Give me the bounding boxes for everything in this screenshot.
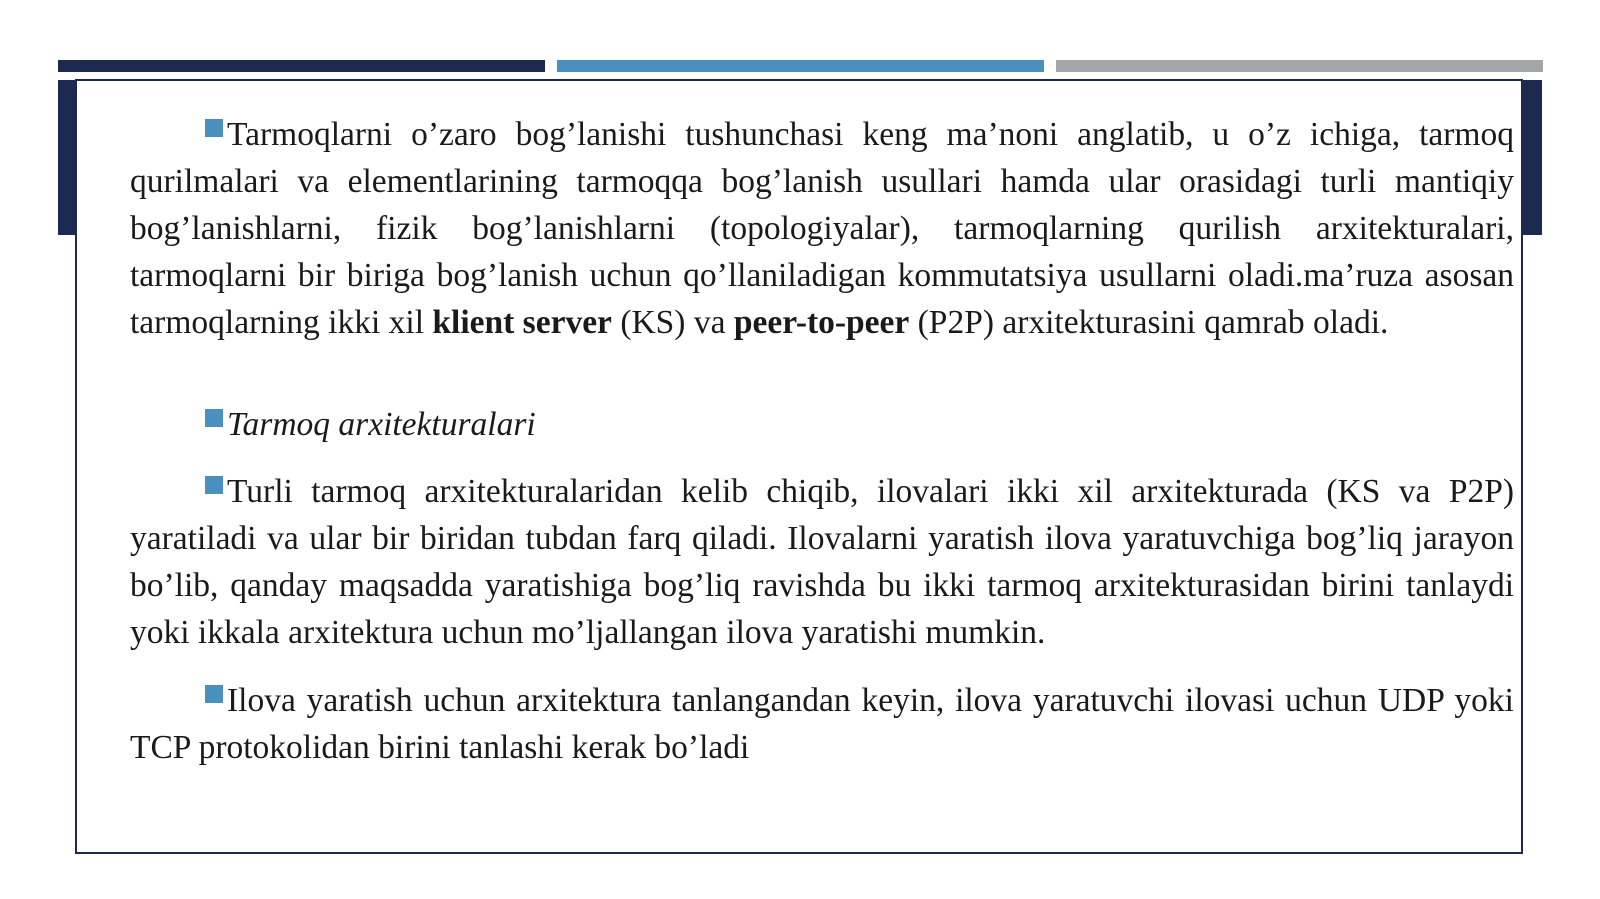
square-bullet-icon [205,119,223,137]
paragraph-2-heading [130,401,1514,448]
slide-content-box [75,79,1523,854]
square-bullet-icon [205,685,223,703]
paragraph-1-bold-klient-server: klient server [432,304,612,341]
paragraph-1-bold-peer-to-peer: peer-to-peer [733,304,910,341]
paragraph-4 [130,677,1514,771]
paragraph-1 [130,111,1514,346]
paragraph-3 [130,468,1514,656]
paragraph-1-text-b: (KS) va [611,304,734,341]
top-bar-gray [1056,60,1543,72]
paragraph-1-text-c: (P2P) arxitekturasini qamrab oladi. [909,304,1389,341]
square-bullet-icon [205,476,223,494]
paragraph-4-text: Ilova yaratish uchun arxitektura tanlangandan keyin, ilova yaratuvchi ilovasi uchun UDP yoki TCP protokolidan birini tanlashi kerak bo’ladi [130,682,1514,766]
paragraph-3-text: Turli tarmoq arxitekturalaridan kelib chiqib, ilovalari ikki xil arxitekturada (KS va P2P) yaratiladi va ular bir biridan tubdan farq qiladi. Ilovalarni yaratish ilova yaratuvchiga bog’liq jarayon bo’lib, qanday maqsadda yaratishiga bog’liq ravishda bu ikki tarmoq arxitekturasidan birini tanlaydi yoki ikkala arxitektura uchun mo’ljallangan ilova yaratishi mumkin. [130,473,1514,651]
side-panel-right [1522,80,1542,235]
paragraph-1-text-a: Tarmoqlarni o’zaro bog’lanishi tushunchasi keng ma’noni anglatib, u o’z ichiga, tarmoq qurilmalari va elementlarining tarmoqqa bog’lanish usullari hamda ular orasidagi turli mantiqiy bog’lanishlarni, fizik bog’lanishlarni (topologiyalar), tarmoqlarning qurilish arxitekturalari, tarmoqlarni bir biriga bog’lanish uchun qo’llaniladigan kommutatsiya usullarni oladi.ma’ruza asosan tarmoqlarning ikki xil [130,116,1514,341]
square-bullet-icon [205,409,223,427]
top-bar-navy [58,60,545,72]
paragraph-2-text: Tarmoq arxitekturalari [227,406,536,443]
top-bar-blue [557,60,1044,72]
